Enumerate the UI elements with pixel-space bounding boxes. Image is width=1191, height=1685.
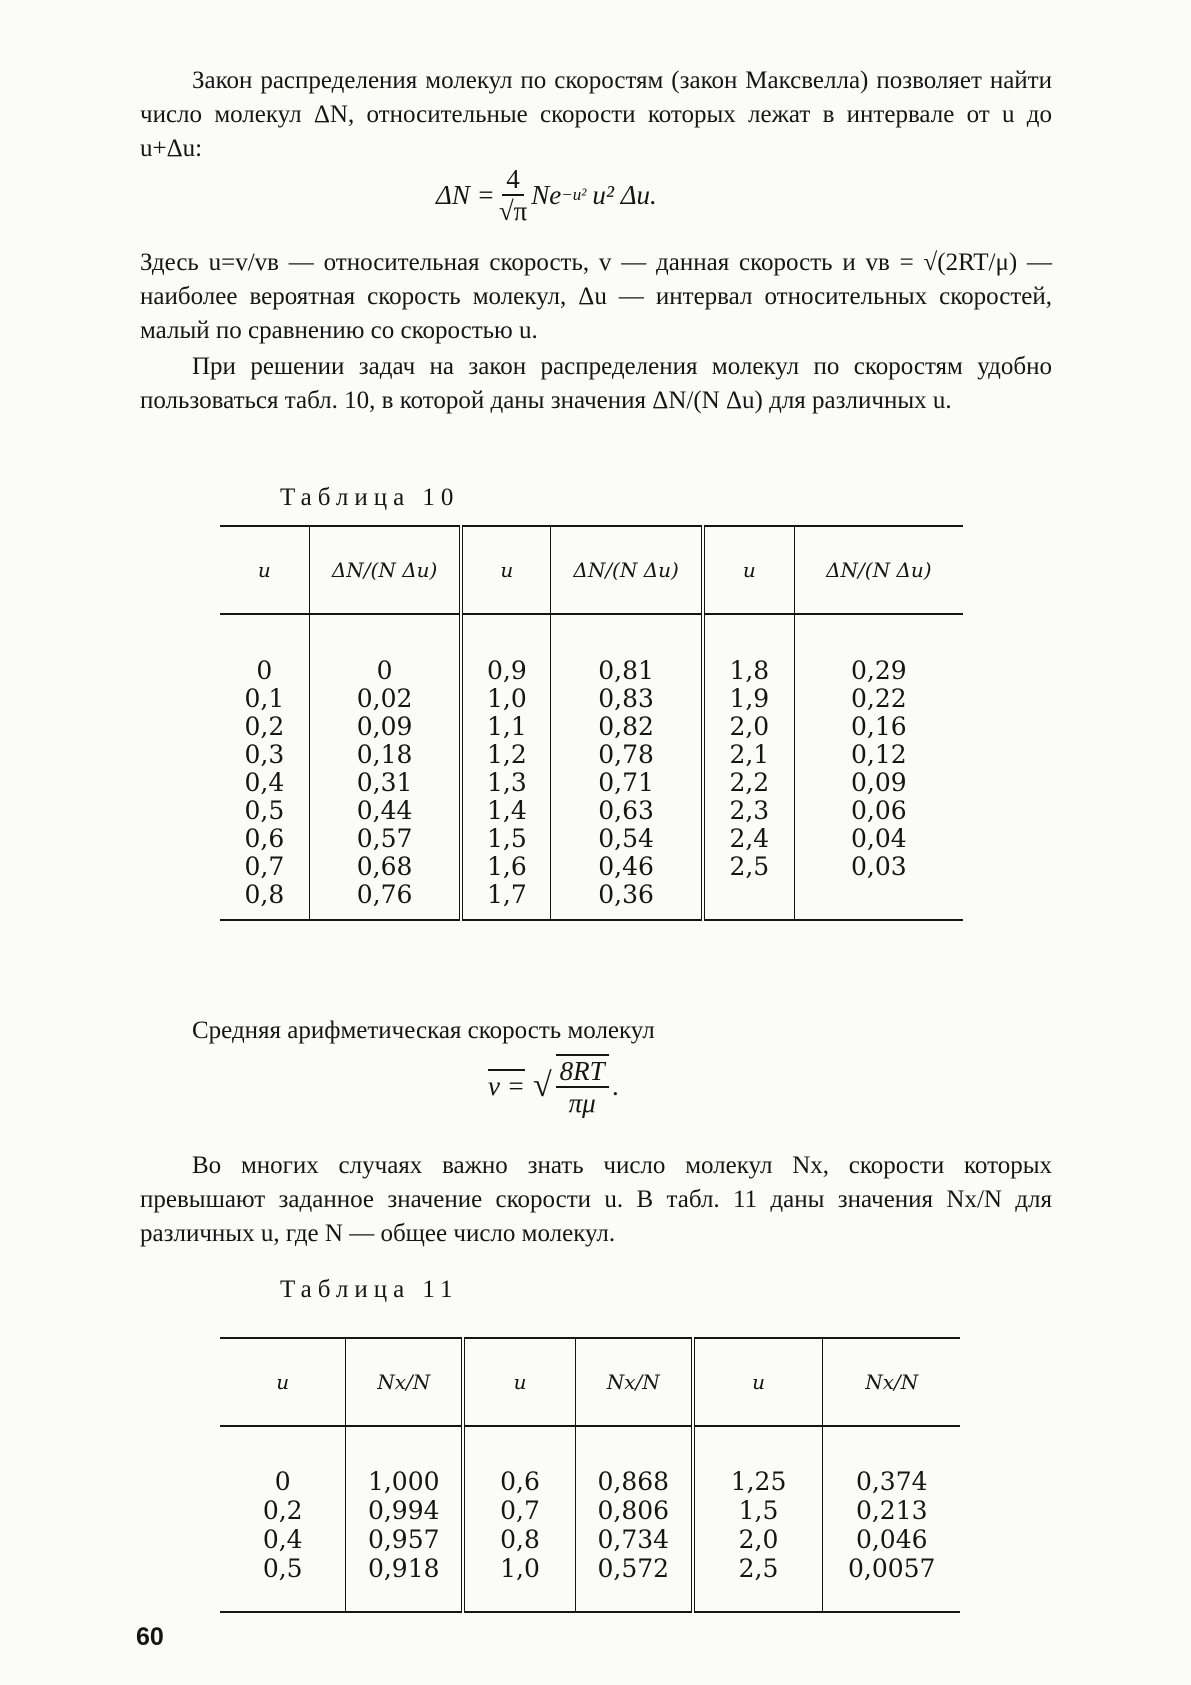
table-cell: 0,12 (851, 740, 907, 769)
table11-col-1 (220, 1426, 346, 1612)
table-cell: 1,0 (500, 1554, 540, 1583)
formula2-tail: . (612, 1070, 620, 1101)
table-cell: 0,8 (244, 880, 285, 909)
paragraph-table10-intro: При решении задач на закон распределения молекул по скоростям удобно пользоваться табл. 10, в которой даны значения ΔN/(N Δu) для различных u. (140, 353, 1052, 414)
table-cell: 0,0057 (847, 1554, 936, 1583)
paragraph-table11-intro: Во многих случаях важно знать число молекул Nx, скорости которых превышают заданное значение скорости u. В табл. 11 даны значения Nx/N для различных u, где N — общее число молекул. (140, 1152, 1052, 1247)
table-cell: 0,04 (851, 824, 907, 853)
table-cell: 1,5 (738, 1496, 779, 1525)
table-cell: 0,3 (244, 740, 285, 769)
table-cell: 2,0 (729, 712, 770, 741)
table-cell: 1,6 (486, 852, 527, 881)
formula1-fraction (499, 164, 527, 226)
table-cell: 0 (256, 656, 273, 685)
table-cell: 2,5 (738, 1554, 779, 1583)
table-cell: 0,957 (367, 1525, 440, 1554)
table-cell: 1,25 (730, 1467, 787, 1496)
table-cell: 2,1 (729, 740, 770, 769)
table-cell: 0,29 (851, 656, 907, 685)
table10-col-1 (220, 614, 309, 920)
table-cell: 1,1 (486, 712, 527, 741)
table-cell: 2,2 (729, 768, 770, 797)
table-cell: 0,5 (262, 1554, 303, 1583)
table-cell: 0,06 (851, 796, 907, 825)
table-cell: 0,6 (500, 1467, 540, 1496)
table-cell: 0,09 (356, 712, 413, 741)
table-cell: 0,2 (262, 1496, 303, 1525)
table10-caption: Таблица 10 (280, 484, 460, 511)
table-cell: 0,82 (598, 712, 654, 741)
formula2-denominator: πμ (568, 1088, 596, 1118)
table-cell: 0,868 (597, 1467, 670, 1496)
formula2-fraction (556, 1054, 609, 1118)
table-cell: 0,9 (486, 656, 527, 685)
table11-col-3 (463, 1426, 575, 1612)
table-cell: 2,3 (729, 796, 770, 825)
table10 (220, 525, 963, 921)
table-cell: 1,0 (486, 684, 527, 713)
table10-header-u-2: u (461, 526, 550, 614)
table-cell: 0,22 (851, 684, 907, 713)
table-cell: 1,2 (486, 740, 527, 769)
table-cell: 0,4 (244, 768, 285, 797)
table10-header-u-1: u (220, 526, 309, 614)
table-cell: 0,6 (244, 824, 285, 853)
table-cell: 0,46 (598, 852, 654, 881)
table-cell: 2,4 (729, 824, 770, 853)
table-cell: 0,78 (598, 740, 654, 769)
table11-col-5 (693, 1426, 823, 1612)
table-cell: 1,8 (729, 656, 770, 685)
table10-header-ratio-1: ΔN/(N Δu) (309, 526, 461, 614)
table-cell: 0,76 (356, 880, 413, 909)
table11-header-ratio-3: Nx/N (823, 1338, 960, 1426)
formula1-tail: u² Δu. (592, 179, 657, 210)
table-cell: 1,000 (367, 1467, 440, 1496)
table-cell: 0,03 (851, 852, 907, 881)
table-cell: 1,5 (486, 824, 527, 853)
table10-header-u-3: u (703, 526, 794, 614)
table-cell: 0,18 (356, 740, 413, 769)
table11-caption: Таблица 11 (280, 1276, 459, 1303)
table11-col-4 (575, 1426, 692, 1612)
table10-header-ratio-2: ΔN/(N Δu) (551, 526, 703, 614)
formula-mean-speed (488, 1054, 619, 1118)
table-cell: 0,02 (356, 684, 413, 713)
table11-col-2 (346, 1426, 463, 1612)
table-cell: 0,57 (356, 824, 413, 853)
table10-col-3 (461, 614, 550, 920)
formula2-lhs: v = (488, 1070, 525, 1101)
table11-header-u-2: u (463, 1338, 575, 1426)
formula-maxwell-distribution (436, 164, 657, 226)
table11-header-u-1: u (220, 1338, 346, 1426)
table-cell: 0,7 (500, 1496, 540, 1525)
table-cell: 1,4 (486, 796, 527, 825)
table11-header-u-3: u (693, 1338, 823, 1426)
table-cell: 0,09 (851, 768, 907, 797)
table10-header-ratio-3: ΔN/(N Δu) (794, 526, 963, 614)
table-cell: 0,994 (367, 1496, 440, 1525)
table-cell: 0 (274, 1467, 291, 1496)
sqrt-icon: √ (532, 1067, 552, 1104)
table-cell: 0,68 (356, 852, 413, 881)
table-cell: 0,31 (356, 768, 413, 797)
formula1-exponent: −u² (561, 185, 587, 204)
formula1-denominator: √π (498, 196, 528, 226)
table-cell: 0,36 (598, 880, 654, 909)
table-cell: 1,7 (486, 880, 527, 909)
table-cell: 0,806 (597, 1496, 670, 1525)
table-cell: 0,44 (356, 796, 413, 825)
table10-col-2 (309, 614, 461, 920)
table-cell: 0,4 (262, 1525, 303, 1554)
formula1-rhs: Ne (531, 179, 562, 210)
table11 (220, 1337, 960, 1613)
table-cell: 0,213 (855, 1496, 928, 1525)
table-cell: 0,1 (244, 684, 285, 713)
table-cell: 0,83 (598, 684, 654, 713)
paragraph-definitions: Здесь u=v/vв — относительная скорость, v — данная скорость и vв = √(2RT/μ) — наиболее вероятная скорость молекул, Δu — интервал относительных скоростей, малый по сравнению со скоростью u. (140, 249, 1052, 344)
table11-header-ratio-1: Nx/N (346, 1338, 463, 1426)
table-cell: 0,16 (851, 712, 907, 741)
table-cell: 0,8 (500, 1525, 540, 1554)
table-cell: 1,9 (729, 684, 770, 713)
table-cell: 0,046 (855, 1525, 928, 1554)
table11-header-ratio-2: Nx/N (575, 1338, 692, 1426)
formula1-lhs: ΔN = (436, 179, 495, 210)
table-cell: 0,5 (244, 796, 285, 825)
formula2-numerator: 8RT (556, 1056, 609, 1088)
table-cell: 0,374 (855, 1467, 928, 1496)
table-cell: 0,7 (244, 852, 285, 881)
table10-col-4 (551, 614, 703, 920)
table-cell: 0,63 (598, 796, 654, 825)
table-cell: 0,572 (597, 1554, 670, 1583)
page-number: 60 (136, 1623, 164, 1651)
paragraph-mean-speed: Средняя арифметическая скорость молекул (192, 1017, 655, 1044)
formula1-numerator: 4 (502, 164, 524, 196)
table-cell: 0,81 (598, 656, 654, 685)
table-cell: 0 (376, 656, 393, 685)
table-cell: 2,5 (729, 852, 770, 881)
table10-col-6 (794, 614, 963, 920)
table-cell: 0,734 (597, 1525, 670, 1554)
paragraph-maxwell-law: Закон распределения молекул по скоростям (закон Максвелла) позволяет найти число молекул ΔN, относительные скорости которых лежат в интервале от u до u+Δu: (140, 67, 1052, 162)
table-cell: 2,0 (738, 1525, 779, 1554)
table10-col-5 (703, 614, 794, 920)
table-cell: 0,71 (598, 768, 654, 797)
table-cell: 1,3 (486, 768, 527, 797)
table-cell: 0,918 (367, 1554, 440, 1583)
table-cell: 0,2 (244, 712, 285, 741)
table-cell: 0,54 (598, 824, 654, 853)
table11-col-6 (823, 1426, 960, 1612)
